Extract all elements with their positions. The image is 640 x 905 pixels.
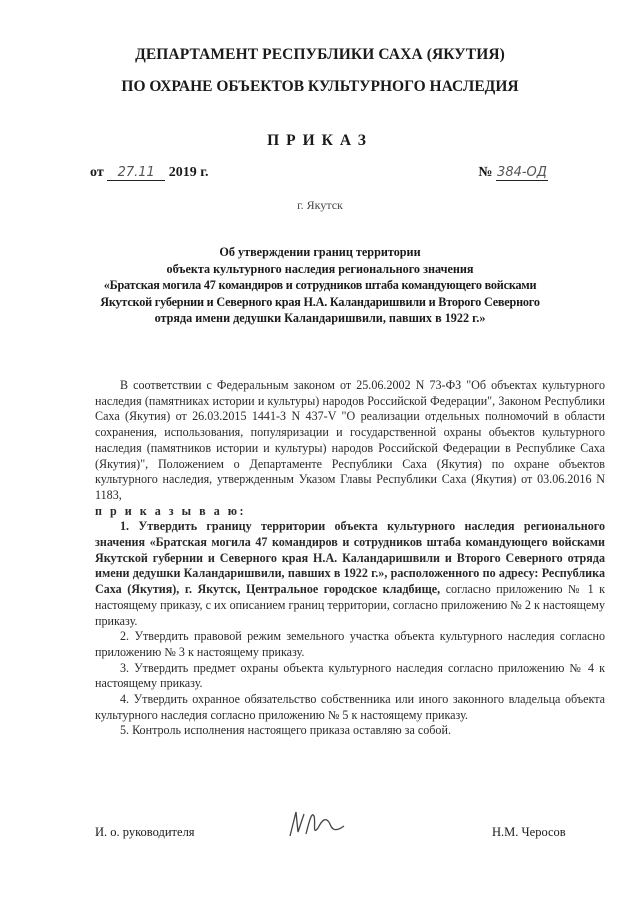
- number-handwritten: 384-ОД: [497, 165, 547, 180]
- signatory-role: И. о. руководителя: [95, 825, 195, 839]
- department-header-line2: ПО ОХРАНЕ ОБЪЕКТОВ КУЛЬТУРНОГО НАСЛЕДИЯ: [121, 78, 519, 95]
- title-line: отряда имени дедушки Каландаришвили, павших в 1922 г.»: [154, 311, 486, 325]
- item1-bold-text: 1. Утвердить границу территории объекта культурного наследия регионального значения «Братская могила 47 командиров и сотрудников штаба командующего войсками Якутской губернии и Северного края Н.А. Каландаришвили и Второго Северного отряда имени дедушки Каландаришвили, павших в 1922 г.», расположенного по адресу: Республика Саха (Якутия), г. Якутск, Центральное городское кладбище,: [95, 519, 605, 597]
- document-type-heading: ПРИКАЗ: [267, 132, 373, 149]
- title-line: объекта культурного наследия регионального значения: [166, 261, 474, 276]
- date-year: 2019 г.: [168, 165, 209, 180]
- order-body: [95, 378, 605, 739]
- order-title: [95, 244, 545, 327]
- number-prefix: №: [478, 165, 493, 180]
- department-header-line1: ДЕПАРТАМЕНТ РЕСПУБЛИКИ САХА (ЯКУТИЯ): [135, 46, 505, 63]
- city-line: г. Якутск: [297, 198, 343, 212]
- order-item-2: 2. Утвердить правовой режим земельного участка объекта культурного наследия согласно приложению № 3 к настоящему приказу.: [95, 629, 605, 659]
- signatory-name: Н.М. Черосов: [492, 825, 566, 839]
- title-line: «Братская могила 47 командиров и сотрудников штаба командующего войсками: [103, 278, 537, 292]
- order-item-1: [95, 519, 605, 629]
- preamble-paragraph: В соответствии с Федеральным законом от 25.06.2002 N 73-ФЗ "Об объектах культурного наследия (памятниках истории и культуры) народов Российской Федерации", Законом Республики Саха (Якутия) от 26.03.2015 1441-З N 437-V "О реализации отдельных полномочий в области сохранения, использования, популяризации и государственной охраны объектов культурного наследия (памятников истории и культуры) народов Российской Федерации в Республике Саха (Якутия)", Положением о Департаменте Республики Саха (Якутия) по охране объектов культурного наследия, утвержденным Указом Главы Республики Саха (Якутия) от 03.06.2016 N 1183,: [95, 378, 605, 502]
- date-prefix: от: [90, 165, 104, 180]
- title-line: Якутской губернии и Северного края Н.А. Каландаришвили и Второго Северного: [100, 294, 540, 309]
- document-number: [478, 165, 548, 181]
- handwritten-signature: [286, 806, 356, 851]
- order-item-5: 5. Контроль исполнения настоящего приказа оставляю за собой.: [120, 723, 451, 738]
- date-handwritten: 27.11: [107, 165, 165, 181]
- document-date: [90, 165, 208, 181]
- order-item-4: 4. Утвердить охранное обязательство собственника или иного законного владельца объекта культурного наследия согласно приложению № 5 к настоящему приказу.: [95, 692, 605, 722]
- order-item-3: 3. Утвердить предмет охраны объекта культурного наследия согласно приложению № 4 к настоящему приказу.: [95, 660, 605, 691]
- title-line: Об утверждении границ территории: [219, 245, 421, 259]
- item1-normal-text: согласно приложению № 1 к настоящему приказу, с их описанием границ территории, согласно приложению № 2 к настоящему приказу.: [95, 582, 605, 628]
- decree-word: п р и к а з ы в а ю:: [95, 503, 247, 518]
